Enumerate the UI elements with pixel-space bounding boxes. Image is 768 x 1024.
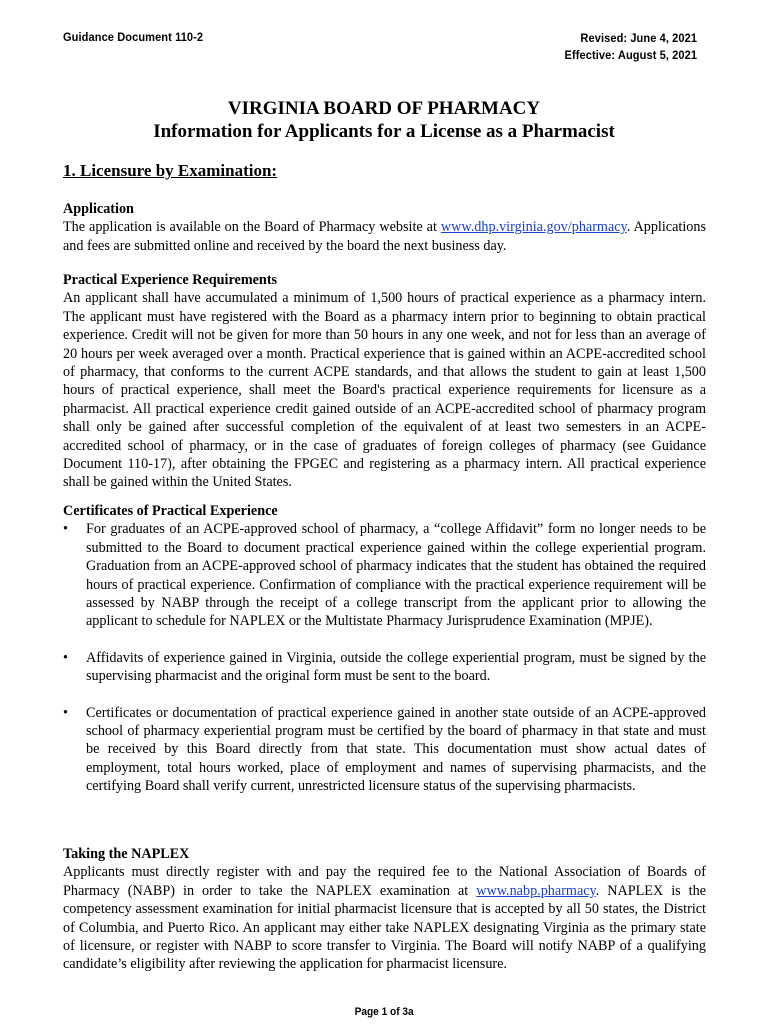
certificates-list (63, 520, 706, 795)
nabp-website-link[interactable]: www.nabp.pharmacy (476, 882, 596, 899)
naplex-text-end: . NAPLEX is the competency assessment examination for initial pharmacist licensure that is accepted by all 50 states, the District of Columbia, and Puerto Rico. An applicant may either take NAPLEX designating Virginia as the primary state of licensure, or register with NABP to score transfer to Virginia. The Board will notify NABP of a qualifying candidate’s eligibility after reviewing the application for pharmacist licensure. (63, 882, 706, 973)
naplex-text (63, 863, 706, 973)
naplex-text-start: Applicants must directly register with and pay the required fee to the National Association of Boards of Pharmacy (NABP) in order to take the NAPLEX examination at (63, 864, 706, 899)
application-text (63, 218, 706, 255)
document-id: Guidance Document 110-2 (63, 30, 204, 44)
certificate-item-text: For graduates of an ACPE-approved school of pharmacy, a “college Affidavit” form no longer needs to be submitted to the Board to document practical experience gained within the college experiential program. Graduation from an ACPE-approved school of pharmacy indicates that the student has obtained the required hours of practical experience. Confirmation of compliance with the practical experience requirement will be assessed by NABP through the receipt of a college transcript from the applicant prior to allowing the applicant to schedule for NAPLEX or the Multistate Pharmacy Jurisprudence Examination (MPJE). (86, 521, 706, 630)
bullet-icon: • (63, 704, 68, 721)
application-text-start: The application is available on the Board of Pharmacy website at (63, 219, 441, 236)
certificate-item-text: Certificates or documentation of practical experience gained in another state outside of an ACPE-approved school of pharmacy experiential program must be certified by the board of pharmacy in that state and must be received by this Board directly from that state. This documentation must show actual dates of employment, total hours worked, place of employment and names of supervising pharmacists, and the certifying Board shall verify current, unrestricted licensure status of the supervising pharmacists. (86, 704, 706, 795)
practical-experience-section (63, 271, 706, 492)
list-item (63, 520, 706, 630)
practical-heading: Practical Experience Requirements (63, 272, 278, 288)
title-line-2: Information for Applicants for a License as a Pharmacist (153, 121, 615, 142)
bullet-icon: • (63, 521, 68, 538)
pharmacy-website-link[interactable]: www.dhp.virginia.gov/pharmacy (440, 219, 627, 236)
page-footer (0, 1006, 768, 1018)
certificates-heading: Certificates of Practical Experience (63, 503, 278, 519)
revision-info (564, 30, 697, 64)
revised-date: Revised: June 4, 2021 (580, 31, 697, 45)
certificate-item-text: Affidavits of experience gained in Virginia, outside the college experiential program, must be signed by the supervising pharmacist and the original form must be sent to the board. (86, 649, 706, 685)
application-section (63, 200, 706, 255)
title-line-1: VIRGINIA BOARD OF PHARMACY (227, 98, 541, 119)
page-title (0, 97, 768, 143)
certificates-section (63, 502, 706, 796)
section-title: 1. Licensure by Examination: (63, 161, 278, 180)
list-item (63, 704, 706, 796)
page-number: Page 1 of 3a (354, 1006, 414, 1018)
naplex-heading: Taking the NAPLEX (63, 846, 190, 862)
practical-text: An applicant shall have accumulated a minimum of 1,500 hours of practical experience as a pharmacy intern. The applicant must have registered with the Board as a pharmacy intern prior to beginning to obtain practical experience. Credit will not be given for more than 50 hours in any one week, and not for less than an average of 20 hours per week averaged over a month. Practical experience that is gained within an ACPE-accredited school of pharmacy, that conforms to the current ACPE standards, and that allows the student to gain at least 1,500 hours of practical experience, shall meet the Board's practical experience requirements for licensure as a pharmacist. All practical experience credit gained outside of an ACPE-accredited school of pharmacy program shall only be gained after successful completion of the equivalent of at least two semesters in an ACPE-accredited school of pharmacy, or in the case of graduates of foreign colleges of pharmacy (see Guidance Document 110-17), after obtaining the FPGEC and registering as a pharmacy intern. All practical experience shall be gained within the United States. (63, 290, 706, 491)
effective-date: Effective: August 5, 2021 (564, 48, 697, 62)
application-text-end: . Applications and fees are submitted online and received by the board the next business day. (63, 219, 706, 254)
application-heading: Application (63, 201, 134, 217)
list-item (63, 649, 706, 686)
naplex-section (63, 845, 706, 974)
bullet-icon: • (63, 649, 68, 666)
